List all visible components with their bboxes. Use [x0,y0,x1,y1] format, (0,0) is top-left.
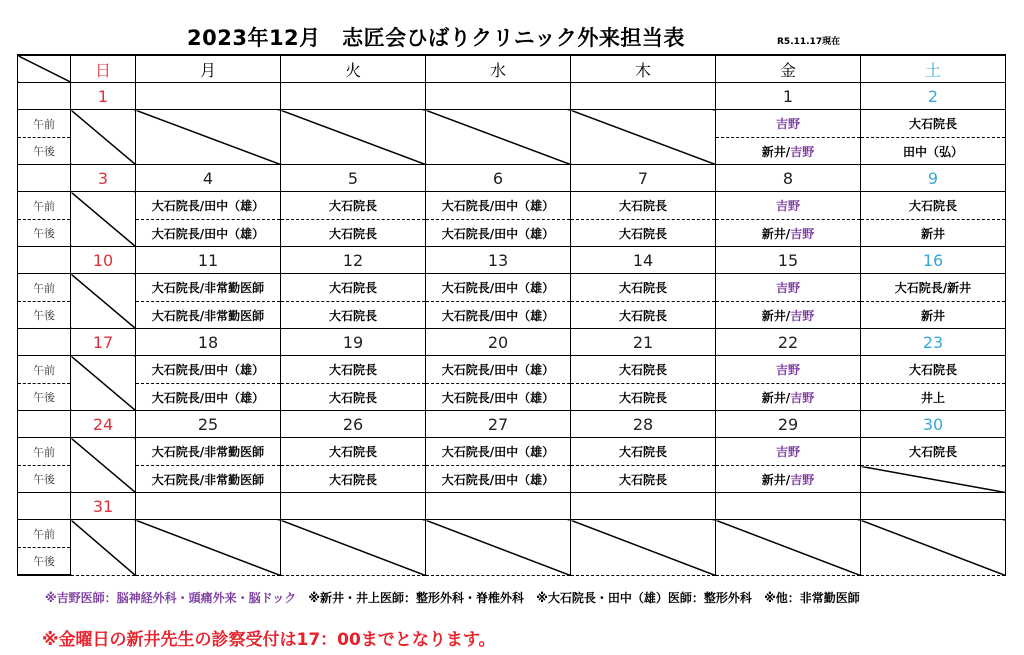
doctor-cell: 大石院長/田中（雄） [426,466,571,493]
date-cell: 6 [426,165,571,192]
doctor-name-yoshino: 吉野 [790,390,815,405]
date-cell [136,83,281,110]
date-cell: 9 [861,165,1006,192]
doctor-cell [716,384,861,411]
closed-cell [861,466,1006,493]
doctor-name-yoshino: 吉野 [790,472,815,487]
doctor-cell: 大石院長 [571,274,716,302]
date-cell [281,493,426,520]
date-cell: 7 [571,165,716,192]
doctor-cell: 大石院長/田中（雄） [426,220,571,247]
date-cell: 27 [426,411,571,438]
doctor-cell: 大石院長 [281,438,426,466]
note-oishi-tanaka: ※大石院長・田中（雄）医師：整形外科 [536,591,752,605]
date-cell: 3 [71,165,136,192]
date-cell: 1 [716,83,861,110]
date-row [18,329,1006,356]
doctor-cell: 大石院長 [861,438,1006,466]
date-cell: 24 [71,411,136,438]
date-cell: 16 [861,247,1006,274]
date-cell: 25 [136,411,281,438]
doctor-cell: 大石院長 [571,192,716,220]
date-cell: 4 [136,165,281,192]
closed-cell [71,520,136,576]
doctor-cell: 大石院長 [861,192,1006,220]
doctor-name-yoshino: 吉野 [790,144,815,159]
doctor-cell: 大石院長 [571,438,716,466]
date-row-label [18,83,71,110]
doctor-cell [716,274,861,302]
doctor-cell: 大石院長 [281,192,426,220]
closed-cell [71,356,136,411]
doctor-name-yoshino: 吉野 [790,226,815,241]
as-of-date: R5.11.17現在 [777,37,841,47]
date-cell: 2 [861,83,1006,110]
pm-label: 午後 [18,220,71,247]
doctor-cell: 大石院長/非常勤医師 [136,274,281,302]
date-cell: 29 [716,411,861,438]
closed-cell [136,110,281,165]
am-row [18,192,1006,220]
date-cell: 22 [716,329,861,356]
doctor-cell: 大石院長/田中（雄） [426,302,571,329]
doctor-cell: 大石院長 [281,384,426,411]
doctor-cell [716,438,861,466]
closed-cell [71,110,136,165]
corner-cell [18,55,71,83]
date-row-label [18,493,71,520]
date-row [18,83,1006,110]
date-row [18,411,1006,438]
doctor-cell: 大石院長 [861,110,1006,138]
doctor-cell: 田中（弘） [861,138,1006,165]
am-label: 午前 [18,520,71,548]
am-label: 午前 [18,110,71,138]
doctor-cell [716,356,861,384]
pm-row [18,466,1006,493]
closed-cell [716,520,861,576]
date-cell [281,83,426,110]
doctor-cell: 新井 [861,302,1006,329]
doctor-cell: 井上 [861,384,1006,411]
date-cell: 11 [136,247,281,274]
doctor-cell: 大石院長 [281,302,426,329]
doctor-cell: 大石院長 [571,466,716,493]
date-cell: 13 [426,247,571,274]
doctor-cell: 大石院長 [281,220,426,247]
page-title: 2023年12月 志匠会ひばりクリニック外来担当表 [187,26,685,50]
date-cell: 14 [571,247,716,274]
closed-cell [281,110,426,165]
weekday-header: 木 [571,55,716,83]
date-cell: 17 [71,329,136,356]
doctor-name: 新井/ [761,308,791,323]
doctor-cell: 大石院長/田中（雄） [426,438,571,466]
schedule-table [17,54,1006,576]
date-cell [571,493,716,520]
date-cell: 20 [426,329,571,356]
date-cell: 5 [281,165,426,192]
weekday-header: 金 [716,55,861,83]
doctor-cell: 大石院長 [571,302,716,329]
note-yoshino: ※吉野医師：脳神経外科・頭痛外来・脳ドック [45,591,297,605]
doctor-cell: 大石院長 [571,220,716,247]
weekday-header: 月 [136,55,281,83]
closed-cell [281,520,426,576]
weekday-header-row [18,55,1006,83]
pm-label: 午後 [18,302,71,329]
date-cell [136,493,281,520]
date-cell: 8 [716,165,861,192]
doctor-cell [716,192,861,220]
closed-cell [71,192,136,247]
am-row [18,438,1006,466]
doctor-cell [716,110,861,138]
doctor-cell: 大石院長 [281,466,426,493]
closed-cell [571,110,716,165]
doctor-name-yoshino: 吉野 [775,199,800,213]
closed-cell [136,520,281,576]
doctor-name-yoshino: 吉野 [775,281,800,295]
doctor-cell: 大石院長/田中（雄） [426,384,571,411]
pm-row [18,384,1006,411]
weekday-header: 日 [71,55,136,83]
date-row-label [18,165,71,192]
am-row [18,520,1006,548]
doctor-cell: 大石院長/新井 [861,274,1006,302]
doctor-cell: 大石院長 [861,356,1006,384]
doctor-name-yoshino: 吉野 [775,363,800,377]
pm-label: 午後 [18,138,71,165]
doctor-name-yoshino: 吉野 [790,308,815,323]
doctor-cell: 大石院長/非常勤医師 [136,438,281,466]
doctor-cell: 大石院長/田中（雄） [136,220,281,247]
doctor-cell: 大石院長/非常勤医師 [136,466,281,493]
doctor-cell [716,138,861,165]
date-cell: 28 [571,411,716,438]
doctor-cell: 大石院長/非常勤医師 [136,302,281,329]
doctor-cell [716,302,861,329]
doctor-cell: 大石院長/田中（雄） [136,384,281,411]
date-cell: 19 [281,329,426,356]
date-cell: 23 [861,329,1006,356]
date-cell [861,493,1006,520]
date-cell: 12 [281,247,426,274]
date-cell: 31 [71,493,136,520]
date-cell [426,493,571,520]
doctor-name-yoshino: 吉野 [775,445,800,459]
doctor-cell: 新井 [861,220,1006,247]
doctor-cell: 大石院長/田中（雄） [426,356,571,384]
am-label: 午前 [18,274,71,302]
am-label: 午前 [18,356,71,384]
closed-cell [71,274,136,329]
weekday-header: 水 [426,55,571,83]
date-row-label [18,411,71,438]
doctor-cell: 大石院長/田中（雄） [136,356,281,384]
date-cell [716,493,861,520]
date-row-label [18,329,71,356]
am-label: 午前 [18,438,71,466]
closed-cell [426,110,571,165]
date-cell: 15 [716,247,861,274]
doctor-name-yoshino: 吉野 [775,117,800,131]
pm-label: 午後 [18,384,71,411]
am-row [18,110,1006,138]
note-arai-inoue: ※新井・井上医師：整形外科・脊椎外科 [308,591,525,605]
pm-row [18,220,1006,247]
doctor-name: 新井/ [761,226,791,241]
note-other: ※他：非常勤医師 [764,591,860,605]
date-cell: 18 [136,329,281,356]
doctor-cell: 大石院長/田中（雄） [426,192,571,220]
pm-label: 午後 [18,548,71,576]
pm-label: 午後 [18,466,71,493]
date-cell: 1 [71,83,136,110]
doctor-cell [716,466,861,493]
pm-row [18,302,1006,329]
doctor-cell: 大石院長 [281,356,426,384]
doctor-cell: 大石院長 [281,274,426,302]
closed-cell [71,438,136,493]
date-row [18,165,1006,192]
date-cell: 26 [281,411,426,438]
doctor-notes [45,589,868,606]
closed-cell [426,520,571,576]
doctor-cell: 大石院長 [571,356,716,384]
date-row [18,493,1006,520]
doctor-cell: 大石院長/田中（雄） [426,274,571,302]
friday-reception-warning: ※金曜日の新井先生の診察受付は17：00までとなります。 [42,630,496,650]
doctor-name: 新井/ [761,144,791,159]
doctor-cell: 大石院長/田中（雄） [136,192,281,220]
am-row [18,274,1006,302]
closed-cell [571,520,716,576]
date-cell: 30 [861,411,1006,438]
date-row [18,247,1006,274]
am-label: 午前 [18,192,71,220]
closed-cell [861,520,1006,576]
doctor-cell: 大石院長 [571,384,716,411]
date-row-label [18,247,71,274]
date-cell [426,83,571,110]
doctor-name: 新井/ [761,472,791,487]
doctor-name: 新井/ [761,390,791,405]
am-row [18,356,1006,384]
date-cell: 21 [571,329,716,356]
doctor-cell [716,220,861,247]
weekday-header: 土 [861,55,1006,83]
date-cell: 10 [71,247,136,274]
weekday-header: 火 [281,55,426,83]
date-cell [571,83,716,110]
